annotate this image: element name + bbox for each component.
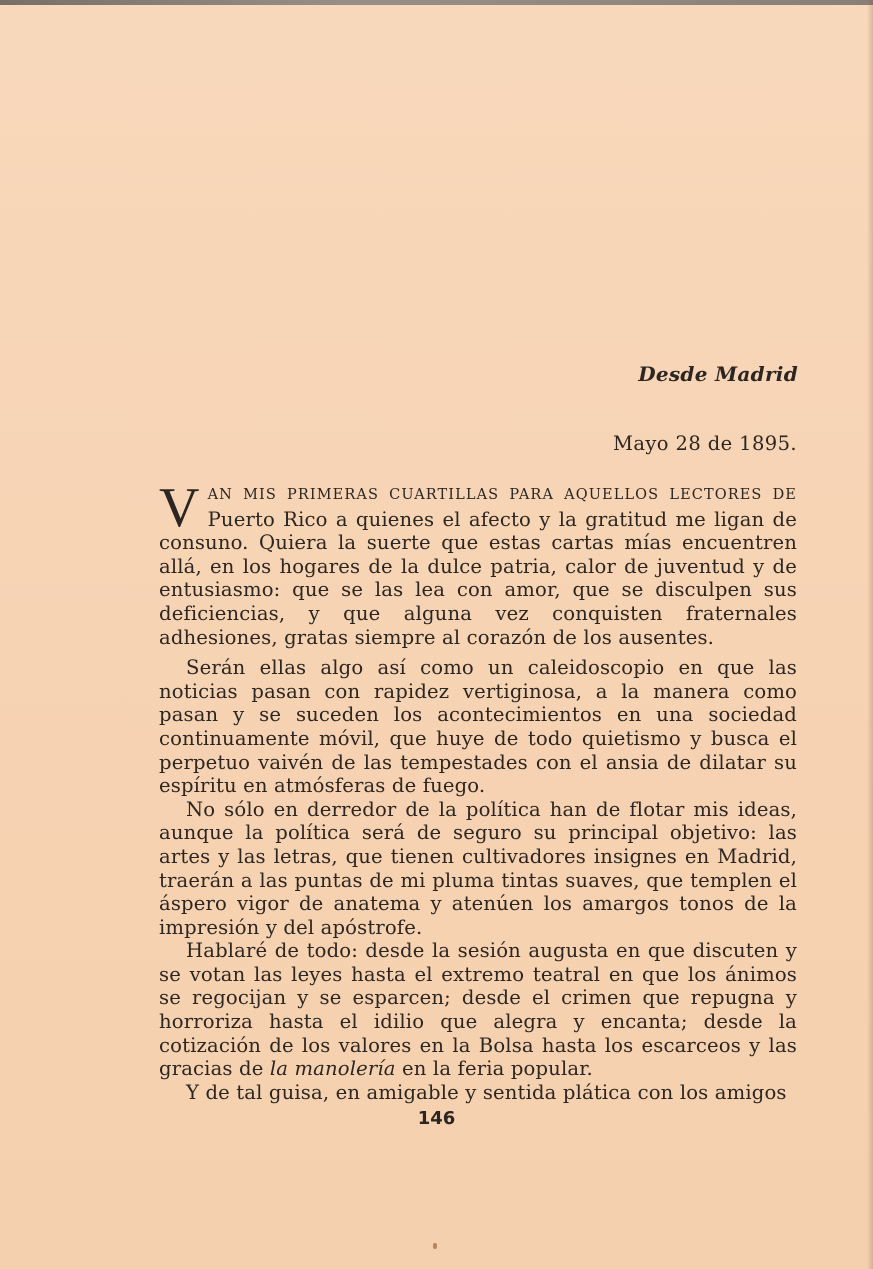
opening-small-caps: AN MIS PRIMERAS CUARTILLAS PARA AQUELLOS LECTORES DE (207, 487, 797, 503)
paragraph-1 (159, 477, 797, 649)
page-top-edge (0, 0, 873, 5)
paragraph-4-italic: la manolería (269, 1057, 396, 1081)
paper-speck (433, 1243, 437, 1249)
paragraph-1-text: Puerto Rico a quienes el afecto y la gratitud me ligan de consuno. Quiera la suerte que estas cartas mías encuentren allá, en los hogares de la dulce patria, calor de juventud y de entusiasmo: que se las lea con amor, que se disculpen sus deficiencias, y que alguna vez conquisten fraternales adhesiones, gratas siempre al corazón de los ausentes. (159, 507, 797, 649)
page-right-edge (867, 0, 873, 1269)
paragraph-4-text-a: Hablaré de todo: desde la sesión augusta en que discuten y se votan las leyes hasta el extremo teatral en que los ánimos se regocijan y se esparcen; desde el crimen que repugna y horroriza hasta el idilio que alegra y encanta; desde la cotización de los valores en la Bolsa hasta los escarceos y las gracias de (159, 939, 797, 1081)
paragraph-3: No sólo en derredor de la política han de flotar mis ideas, aunque la política será de seguro su principal objetivo: las artes y las letras, que tienen cultivadores insignes en Madrid, traerán a las puntas de mi pluma tintas suaves, que templen el áspero vigor de anatema y atenúen los amargos tonos de la impresión y del apóstrofe. (159, 797, 797, 939)
page-number: 146 (417, 1108, 456, 1129)
letter-date: Mayo 28 de 1895. (612, 432, 797, 455)
paragraph-4 (159, 939, 797, 1081)
drop-cap: V (159, 477, 200, 539)
paragraph-5: Y de tal guisa, en amigable y sentida plática con los amigos (186, 1080, 787, 1104)
section-heading: Desde Madrid (638, 362, 798, 386)
paragraph-2: Serán ellas algo así como un caleidoscopio en que las noticias pasan con rapidez vertiginosa, a la manera como pasan y se suceden los acontecimientos en una sociedad continuamente móvil, que huye de todo quietismo y busca el perpetuo vaivén de las tempestades con el ansia de dilatar su espíritu en atmósferas de fuego. (159, 656, 797, 798)
paragraph-4-text-b: en la feria popular. (395, 1057, 593, 1081)
body-text (159, 477, 797, 1104)
